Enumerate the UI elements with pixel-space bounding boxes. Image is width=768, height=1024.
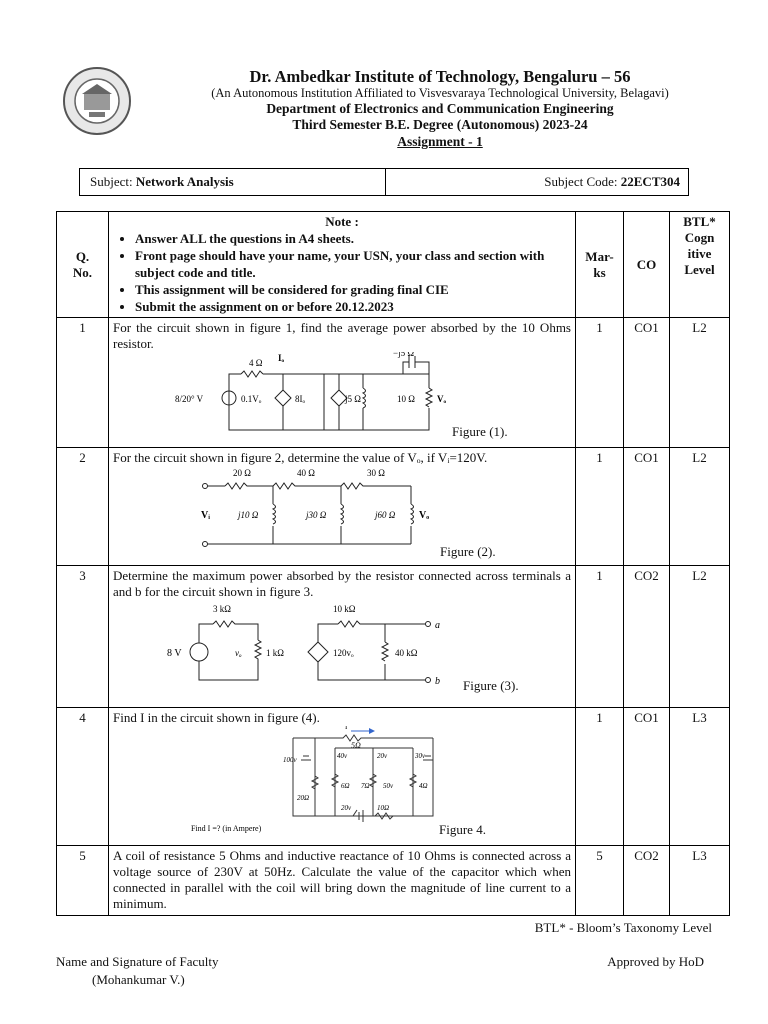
fig1-r2: 10 Ω [397, 394, 415, 404]
col-btl: BTL* Cogn itive Level [670, 212, 730, 318]
fig2-l2: j30 Ω [306, 510, 327, 520]
q-marks: 1 [576, 708, 624, 846]
q-co: CO1 [624, 448, 670, 566]
note-title: Note : [325, 214, 359, 229]
table-header-row [57, 212, 730, 318]
note-item: • Answer ALL the questions in A4 sheets. [135, 230, 571, 247]
figure-caption: Figure (1). [452, 424, 508, 439]
subject-name: Network Analysis [135, 174, 234, 189]
fig4-v3: 20v [377, 752, 388, 760]
subject-box [79, 168, 689, 196]
note-item: • Submit the assignment on or before 20.12.2023 [135, 298, 571, 315]
fig1-r1: 4 Ω [249, 358, 263, 368]
figure-1 [113, 352, 571, 440]
note-item: • This assignment will be considered for grading final CIE [135, 281, 571, 298]
fig4-v4: 30v [415, 752, 426, 760]
q-btl: L3 [670, 708, 730, 846]
q-text-cell [109, 846, 576, 916]
fig3-a: a [435, 620, 440, 631]
table-row [57, 708, 730, 846]
fig1-dep2: 8Iₒ [295, 394, 306, 404]
col-marks: Mar-ks [576, 212, 624, 318]
q-co: CO2 [624, 566, 670, 708]
fig1-io: Iₒ [278, 353, 285, 363]
q-no: 5 [57, 846, 109, 916]
fig4-v1: 100v [283, 756, 297, 764]
figure-caption: Figure 4. [439, 822, 486, 837]
subject-code-label: Subject Code: [544, 174, 618, 189]
fig2-l3: j60 Ω [375, 510, 396, 520]
fig3-r1: 3 kΩ [213, 604, 231, 614]
table-row [57, 318, 730, 448]
fig2-r3: 30 Ω [367, 468, 385, 478]
fig1-src: 8/20° V [175, 394, 204, 404]
table-row [57, 846, 730, 916]
q-text: For the circuit shown in figure 1, find the average power absorbed by the 10 Ohms resistor. [113, 320, 571, 351]
q-no: 1 [57, 318, 109, 448]
fig4-v5: 50v [383, 782, 394, 790]
q-btl: L3 [670, 846, 730, 916]
fig4-find: Find I =? (in Ampere) [191, 824, 262, 833]
col-qno: Q. No. [57, 212, 109, 318]
figure-2 [113, 466, 571, 562]
institute-name: Dr. Ambedkar Institute of Technology, Bengaluru – 56 [249, 67, 631, 86]
fig1-cap: −j5 Ω [393, 352, 415, 358]
q-btl: L2 [670, 448, 730, 566]
figure-4 [113, 726, 571, 842]
fig1-dep1: 0.1Vₒ [241, 394, 262, 404]
fig3-src: 8 V [167, 648, 182, 659]
circuit-figure-2 [113, 466, 573, 560]
circuit-figure-4 [113, 726, 573, 840]
note-item: • Front page should have your name, your USN, your class and section with subject code and title. [135, 247, 571, 281]
q-text-cell [109, 566, 576, 708]
figure-caption: Figure (2). [440, 544, 496, 559]
notes-list [113, 230, 571, 315]
fig3-r2: 10 kΩ [333, 604, 356, 614]
q-text: Determine the maximum power absorbed by the resistor connected across terminals a and b for the circuit shown in figure 3. [113, 568, 571, 599]
faculty-name: (Mohankumar V.) [92, 972, 185, 987]
fig2-vo: Vₒ [419, 510, 430, 521]
q-co: CO1 [624, 318, 670, 448]
hod-approval-label: Approved by HoD [607, 954, 704, 969]
institute-logo [62, 66, 132, 136]
fig4-r1: 6Ω [341, 782, 350, 790]
figure-caption: Figure (3). [463, 678, 519, 693]
fig3-vo: vₒ [235, 648, 242, 658]
q-text: Find I in the circuit shown in figure (4). [113, 710, 320, 725]
semester: Third Semester B.E. Degree (Autonomous) 2023-24 [292, 117, 588, 132]
q-no: 4 [57, 708, 109, 846]
q-marks: 5 [576, 846, 624, 916]
q-marks: 1 [576, 448, 624, 566]
fig3-r4: 40 kΩ [395, 648, 418, 658]
fig1-vo: Vₒ [437, 394, 447, 404]
fig2-vi: Vᵢ [201, 510, 210, 521]
fig4-r4: 20Ω [297, 794, 310, 802]
q-co: CO2 [624, 846, 670, 916]
figure-3 [113, 600, 571, 704]
fig1-ind: j5 Ω [345, 394, 361, 404]
fig3-r3: 1 kΩ [266, 648, 284, 658]
q-text: For the circuit shown in figure 2, determine the value of Vₒ, if Vᵢ=120V. [113, 450, 488, 465]
fig4-v2: 40v [337, 752, 348, 760]
q-btl: L2 [670, 566, 730, 708]
col-co: CO [624, 212, 670, 318]
table-row [57, 448, 730, 566]
table-row [57, 566, 730, 708]
fig3-b: b [435, 676, 440, 687]
assignment-title: Assignment - 1 [397, 134, 483, 149]
fig4-r5: 10Ω [377, 804, 390, 812]
q-text: A coil of resistance 5 Ohms and inductive reactance of 10 Ohms is connected across a voltage source of 230V at 50Hz. Calculate the value of the capacitor which when connected in parallel with the coil will bring down the magnitude of line current to a minimum. [113, 848, 571, 911]
affiliation: (An Autonomous Institution Affiliated to Visvesvaraya Technological University, Belagavi) [211, 86, 669, 100]
q-marks: 1 [576, 318, 624, 448]
q-text-cell [109, 448, 576, 566]
department: Department of Electronics and Communication Engineering [266, 101, 614, 116]
fig4-v6: 20v [341, 804, 352, 812]
q-marks: 1 [576, 566, 624, 708]
fig2-r1: 20 Ω [233, 468, 251, 478]
btl-note: BTL* - Bloom’s Taxonomy Level [534, 920, 712, 935]
q-no: 3 [57, 566, 109, 708]
q-text-cell [109, 318, 576, 448]
q-co: CO1 [624, 708, 670, 846]
fig2-r2: 40 Ω [297, 468, 315, 478]
subject-code: 22ECT304 [620, 174, 680, 189]
q-btl: L2 [670, 318, 730, 448]
fig4-r2: 7Ω [361, 782, 370, 790]
fig2-l1: j10 Ω [238, 510, 259, 520]
faculty-signature-label: Name and Signature of Faculty [56, 954, 219, 969]
fig3-dep: 120vₒ [333, 648, 354, 658]
fig4-r3: 4Ω [419, 782, 428, 790]
notes-cell [109, 212, 576, 318]
questions-table [56, 211, 730, 916]
q-text-cell [109, 708, 576, 846]
subject-label: Subject: [90, 174, 133, 189]
fig4-top: 5Ω [351, 741, 361, 750]
fig4-i: I [345, 726, 348, 731]
q-no: 2 [57, 448, 109, 566]
